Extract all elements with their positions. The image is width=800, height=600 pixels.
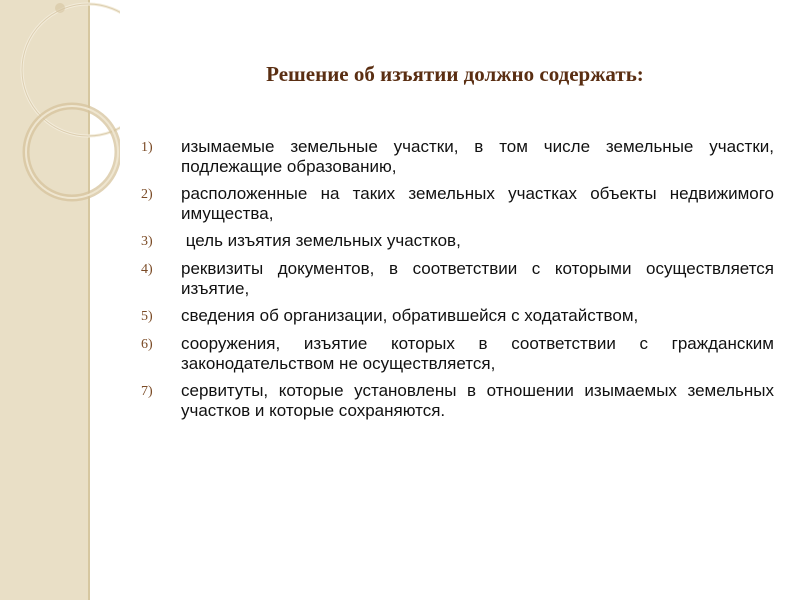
list-item-text: изымаемые земельные участки, в том числе земельные участки, подлежащие образованию, xyxy=(181,137,774,176)
slide-title: Решение об изъятии должно содержать: xyxy=(266,62,644,86)
list-item-number: 3) xyxy=(141,234,153,249)
list-item-text: расположенные на таких земельных участках объекты недвижимого имущества, xyxy=(181,184,774,223)
list-item-number: 4) xyxy=(141,262,153,277)
list-item xyxy=(141,184,774,224)
list-item-text: сооружения, изъятие которых в соответствии с гражданским законодательством не осуществляется, xyxy=(181,334,774,373)
list-item xyxy=(141,137,774,177)
list-item-text: реквизиты документов, в соответствии с которыми осуществляется изъятие, xyxy=(181,259,774,298)
list-item-number: 1) xyxy=(141,140,153,155)
list-item-number: 5) xyxy=(141,309,153,324)
list-item-text: цель изъятия земельных участков, xyxy=(181,231,461,250)
list-item xyxy=(141,231,774,252)
requirements-list xyxy=(141,137,774,428)
list-item xyxy=(141,334,774,374)
list-item-number: 2) xyxy=(141,187,153,202)
list-item-number: 6) xyxy=(141,337,153,352)
list-item xyxy=(141,259,774,299)
decorative-circles xyxy=(0,0,120,260)
list-item-number: 7) xyxy=(141,384,153,399)
list-item-text: сведения об организации, обратившейся с ходатайством, xyxy=(181,306,639,325)
list-item xyxy=(141,306,774,327)
list-item xyxy=(141,381,774,421)
list-item-text: сервитуты, которые установлены в отношении изымаемых земельных участков и которые сохраняются. xyxy=(181,381,774,420)
